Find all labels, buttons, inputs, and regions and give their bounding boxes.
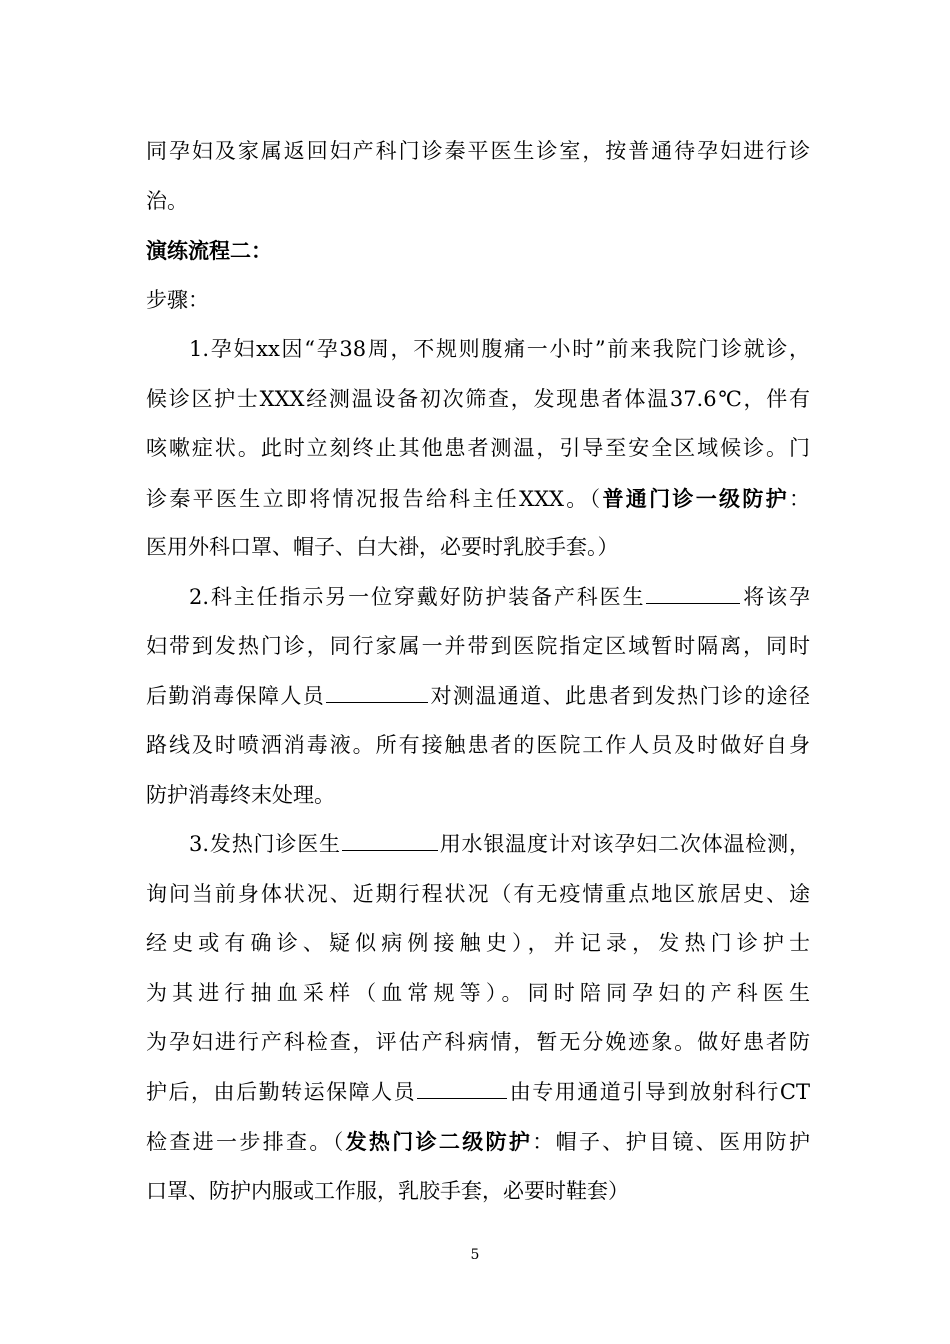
step3-text: ：帽子、护目镜、医用防护 [532,1130,811,1154]
step3-line: 为其进行抽血采样（血常规等）。同时陪同孕妇的产科医生 [146,980,810,1005]
fill-in-blank[interactable] [417,1078,507,1099]
document-page [146,127,810,1216]
step3-text: 护后，由后勤转运保障人员 [146,1079,417,1104]
step3-line: 口罩、防护内服或工作服，乳胶手套，必要时鞋套） [146,1178,629,1203]
step2-line [146,573,810,623]
page-number: 5 [470,1247,480,1263]
steps-label: 步骤： [146,287,209,312]
paragraph-line: 治。 [146,188,188,213]
step1-line: 医用外科口罩、帽子、白大褂，必要时乳胶手套。） [146,535,619,559]
step2-line: 防护消毒终末处理。 [146,782,335,807]
step3-line [146,1068,810,1118]
step2-line [146,672,810,722]
step2-text: 将该孕 [741,584,810,609]
step2-line: 路线及时喷洒消毒液。所有接触患者的医院工作人员及时做好自身 [146,733,810,757]
step3-text: 检查进一步排查。（ [146,1130,346,1154]
protection-level-label: 发热门诊二级防护 [345,1129,533,1154]
step1-text: 诊秦平医生立即将情况报告给科主任XXX。（ [146,486,603,511]
step1-line: 候诊区护士XXX经测温设备初次筛查，发现患者体温37.6℃，伴有 [146,386,810,411]
step3-line [146,820,810,870]
protection-level-label: 普通门诊一级防护 [602,485,789,511]
step3-text: 3.发热门诊医生 [189,832,341,856]
step2-text: 2.科主任指示另一位穿戴好防护装备产科医生 [189,584,646,609]
step1-line: 1.孕妇xx因“孕38周，不规则腹痛一小时”前来我院门诊就诊， [189,337,810,361]
step2-text: 后勤消毒保障人员 [146,683,326,708]
step3-text: 由专用通道引导到放射科行CT [508,1079,810,1104]
step1-line: 咳嗽症状。此时立刻终止其他患者测温，引导至安全区域候诊。门 [146,436,810,460]
step1-text: ： [789,486,810,511]
step2-text: 对测温通道、此患者到发热门诊的途径 [429,683,811,708]
step3-line: 经史或有确诊、疑似病例接触史），并记录，发热门诊护士 [146,931,810,955]
fill-in-blank[interactable] [646,583,740,604]
fill-in-blank[interactable] [326,682,428,703]
step3-text: 用水银温度计对该孕妇二次体温检测， [438,832,810,856]
step3-line [146,1117,810,1167]
fill-in-blank[interactable] [342,830,438,851]
step3-line: 为孕妇进行产科检查，评估产科病情，暂无分娩迹象。做好患者防 [146,1030,810,1054]
step3-line: 询问当前身体状况、近期行程状况（有无疫情重点地区旅居史、途 [146,881,810,906]
paragraph-line: 同孕妇及家属返回妇产科门诊秦平医生诊室，按普通待孕妇进行诊 [146,139,810,163]
step1-line [146,474,810,524]
section-heading: 演练流程二： [146,238,272,263]
step2-line: 妇带到发热门诊，同行家属一并带到医院指定区域暂时隔离，同时 [146,634,810,658]
